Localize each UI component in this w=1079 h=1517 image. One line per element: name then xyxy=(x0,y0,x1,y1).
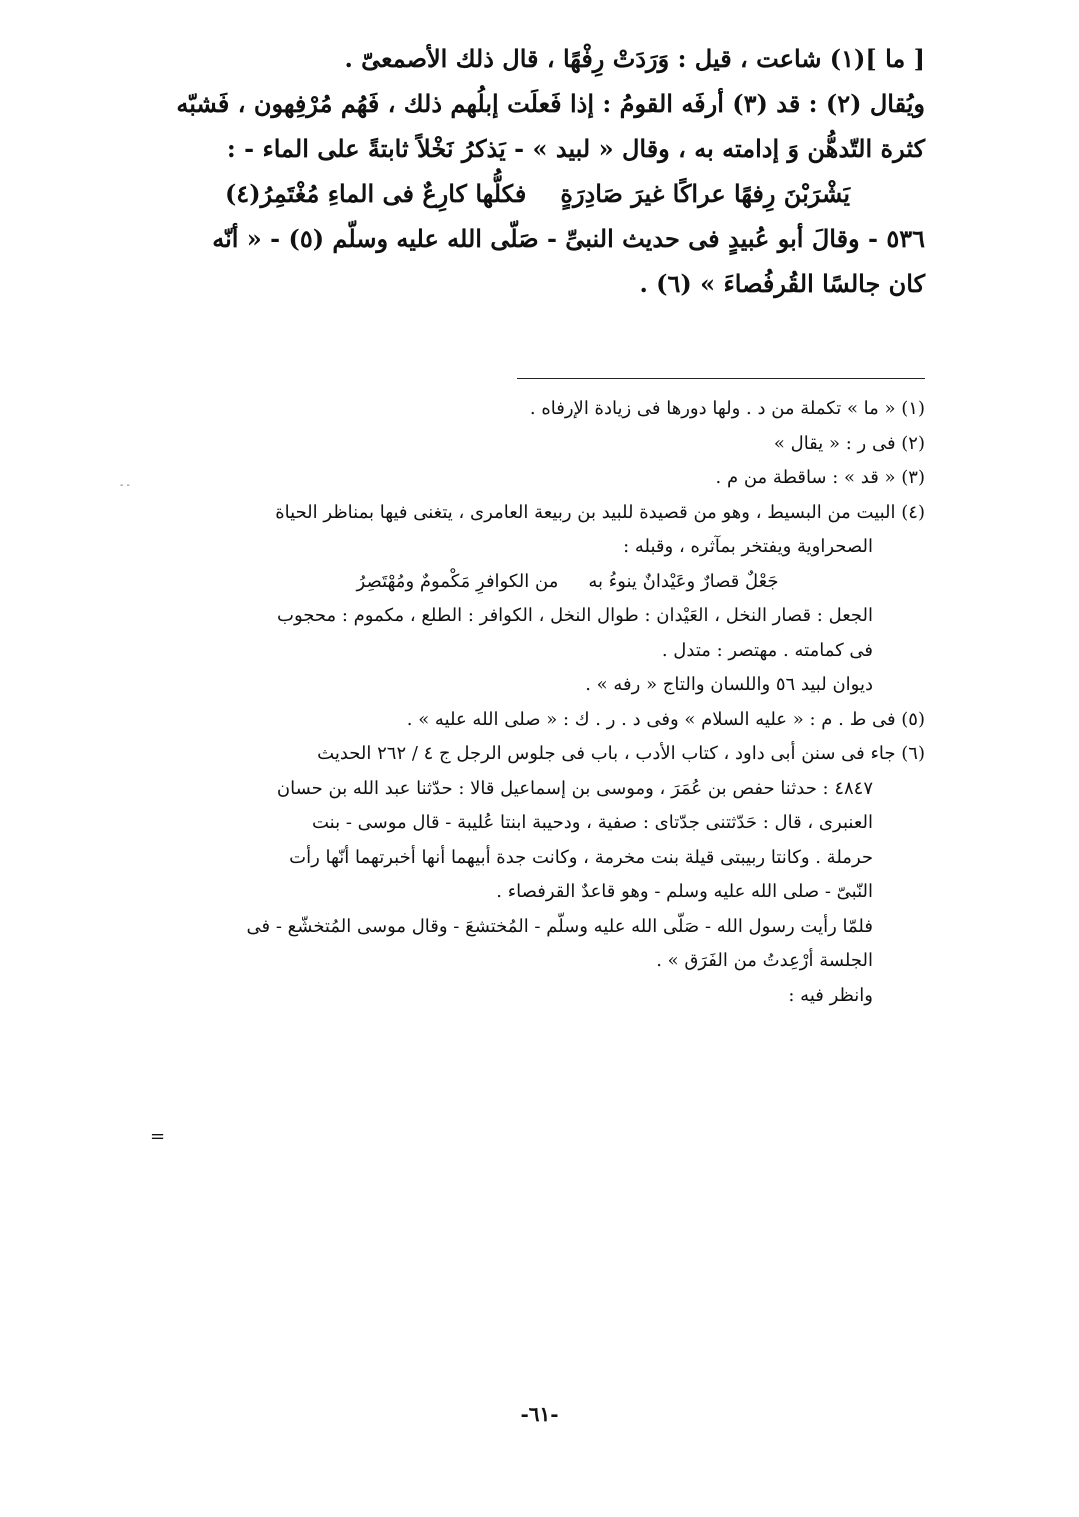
footnote-6-line-6: فلمّا رأيت رسول الله - صَلّى الله عليه وسلّم - المُختشعَ - وقال موسى المُتخشّع - فى xyxy=(246,915,873,937)
footnote-6-line-2: ٤٨٤٧ : حدثنا حفص بن عُمَرَ ، وموسى بن إسماعيل قالا : حدّثنا عبد الله بن حسان xyxy=(276,777,873,799)
footnote-4-cont: الصحراوية ويفتخر بمآثره ، وقبله : xyxy=(623,536,873,557)
footnote-2: (٢) فى ر : « يقال » xyxy=(773,432,925,454)
footnote-3: (٣) « قد » : ساقطة من م . xyxy=(715,467,925,488)
footnote-6-line-4: حرملة . وكانتا ربيبتى قيلة بنت مخرمة ، وكانت جدة أبيهما أنها أخبرتهما أنّها رأت xyxy=(289,846,873,868)
footnotes xyxy=(150,392,925,1013)
footnote-verse-left: من الكوافرِ مَكْمومٌ ومُهْتَصِرُ xyxy=(356,570,559,592)
footnote-4-gloss-cont: فى كمامته . مهتصر : متدل . xyxy=(661,639,873,661)
main-line-6: كان جالسًا القُرفُصاءَ » (٦) . xyxy=(639,269,925,298)
footnote-6-line-3: العنبرى ، قال : حَدّثتنى جدّتاى : صفية ، ودحيبة ابنتا عُليبة - قال موسى - بنت xyxy=(312,812,873,833)
footnote-5: (٥) فى ط . م : « عليه السلام » وفى د . ر . ك : « صلى الله عليه » . xyxy=(406,708,925,730)
footnote-4-verse xyxy=(150,565,925,600)
footnote-6: (٦) جاء فى سنن أبى داود ، كتاب الأدب ، باب فى جلوس الرجل ج ٤ / ٢٦٢ الحديث xyxy=(317,743,925,764)
verse-left-hemistich: فكلُّها كارِعٌ فى الماءِ مُغْتَمِرُ(٤) xyxy=(224,179,527,208)
continuation-mark: = xyxy=(150,1126,166,1147)
footnote-6-line-7: الجلسة أرْعِدتُ من الفَرَق » . xyxy=(656,950,873,971)
verse-right-hemistich: يَشْرَبْنَ رِفهًا عراكًا غيرَ صَادِرَةٍ xyxy=(560,179,851,208)
main-line-5: ٥٣٦ - وقالَ أبو عُبيدٍ فى حديث النبىِّ - صَلّى الله عليه وسلّم (٥) - « أنّه xyxy=(212,224,925,253)
footnote-1: (١) « ما » تكملة من د . ولها دورها فى زيادة الإرفاه . xyxy=(529,398,925,419)
page-number: -٦١- xyxy=(520,1402,559,1426)
main-line-2: ويُقال (٢) : قد (٣) أرفَه القومُ : إذا فَعلَت إبلُهم ذلك ، فَهُم مُرْفِهون ، فَشبّه xyxy=(176,89,925,118)
main-line-3: كثرة التّدهُّن وَ إدامته به ، وقال « لبيد » - يَذكرُ نَخْلاً ثابتةً على الماء - : xyxy=(226,134,925,163)
footnote-6-line-8: وانظر فيه : xyxy=(788,984,873,1006)
main-line-1: [ ما ](١) شاعت ، قيل : وَرَدَتْ رِفْهًا ، قال ذلك الأصمعىّ . xyxy=(344,44,925,73)
margin-mark: - - xyxy=(120,480,130,491)
footnote-separator xyxy=(517,378,925,379)
footnote-4-gloss: الجعل : قصار النخل ، العَيْدان : طوال النخل ، الكوافر : الطلع ، مكموم : محجوب xyxy=(277,605,873,626)
footnote-4: (٤) البيت من البسيط ، وهو من قصيدة للبيد بن ربيعة العامرى ، يتغنى فيها بمناظر الحياة xyxy=(275,501,925,523)
footnote-6-line-5: النّبىّ - صلى الله عليه وسلم - وهو قاعدٌ القرفصاء . xyxy=(496,881,873,902)
verse-lubaid xyxy=(150,171,925,216)
main-text xyxy=(150,36,925,306)
footnote-verse-right: جَعْلٌ قصارٌ وعَيْدانٌ ينوءُ به xyxy=(588,570,779,592)
footnote-4-sources: ديوان لبيد ٥٦ واللسان والتاج « رفه » . xyxy=(585,674,873,695)
